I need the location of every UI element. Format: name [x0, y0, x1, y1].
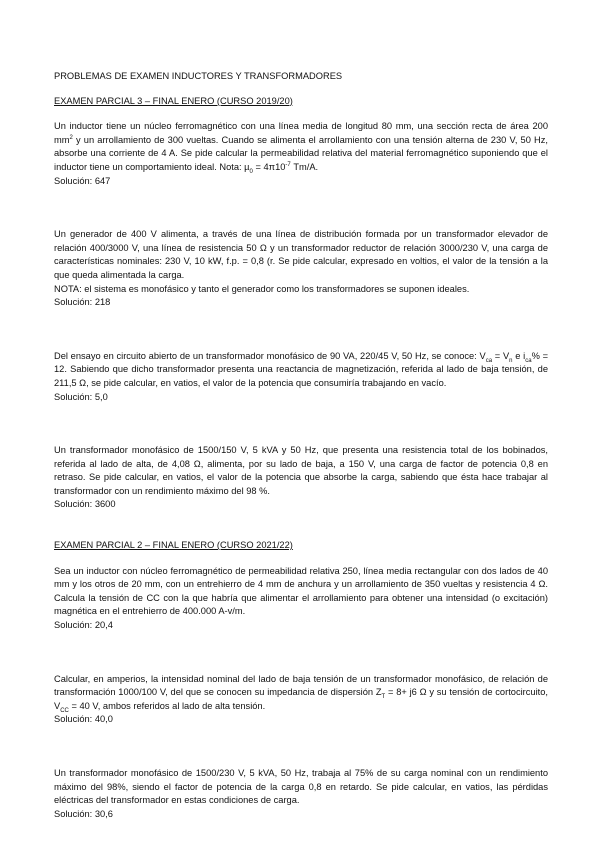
- problem-5: [54, 565, 548, 633]
- solution-text: Solución: 218: [54, 297, 111, 308]
- solution-text: Solución: 5,0: [54, 391, 108, 402]
- solution-text: Solución: 40,0: [54, 714, 113, 725]
- problem-3: [54, 350, 548, 404]
- document-page: [54, 70, 548, 821]
- solution-text: Solución: 30,6: [54, 808, 113, 819]
- section-heading-2: EXAMEN PARCIAL 2 – FINAL ENERO (CURSO 2021/22): [54, 540, 293, 551]
- solution-text: Solución: 20,4: [54, 620, 113, 631]
- problem-text: Calcular, en amperios, la intensidad nominal del lado de baja tensión de un transformador monofásico, de relación de transformación 1000/100 V, del que se conocen su impedancia de dispersión $Z_T = 8+ j6$ Ω y su tensión de cortocircuito, $V_{CC} = 40$ V, ambos referidos al lado de alta tensión.: [54, 673, 548, 714]
- problem-text: Un inductor tiene un núcleo ferromagnético con una línea media de longitud 80 mm, una sección recta de área 200 $mm^2$ y un arrollamiento de 300 vueltas. Cuando se alimenta el arrollamiento con una tensión alterna de 230 V, 50 Hz, absorbe una corriente de 4 A. Se pide calcular la permeabilidad relativa del material ferromagnético suponiendo que el inductor tiene un comportamiento ideal. Nota: $\mu_0 = 4\pi 10^{-7}$ Tm/A.: [54, 121, 548, 175]
- problem-text: Sea un inductor con núcleo ferromagnético de permeabilidad relativa 250, línea media rectangular con dos lados de 40 mm y los otros de 20 mm, con un entrehierro de 4 mm de anchura y un arrollamiento de 350 vueltas y resistencia 4 Ω. Calcula la tensión de CC con la que habría que alimentar el arrollamiento para obtener una intensidad (o excitación) magnética en el entrehierro de 400.000 A-v/m.: [54, 565, 548, 617]
- solution-text: Solución: 647: [54, 175, 111, 186]
- problem-text: Un transformador monofásico de 1500/150 V, 5 kVA y 50 Hz, que presenta una resistencia total de los bobinados, referida al lado de alta, de 4,08 Ω, alimenta, por su lado de baja, a 150 V, una carga de factor de potencia 0,8 en retraso. Se pide calcular, en vatios, el valor de la potencia que absorbe la carga, sabiendo que ésta hace trabajar al transformador con un rendimiento máximo del 98 %.: [54, 445, 548, 496]
- problem-7: [54, 767, 548, 821]
- problem-text: Un transformador monofásico de 1500/230 V, 5 kVA, 50 Hz, trabaja al 75% de su carga nominal con un rendimiento máximo del 98%, siendo el factor de potencia de la carga 0,8 en retardo. Se pide calcular, en vatios, las pérdidas eléctricas del transformador en estas condiciones de carga.: [54, 768, 548, 806]
- solution-text: Solución: 3600: [54, 499, 116, 510]
- document-title: PROBLEMAS DE EXAMEN INDUCTORES Y TRANSFORMADORES: [54, 71, 343, 81]
- section-heading-1: EXAMEN PARCIAL 3 – FINAL ENERO (CURSO 2019/20): [54, 95, 293, 106]
- problem-2: [54, 228, 548, 310]
- problem-1: [54, 120, 548, 188]
- problem-note: NOTA: el sistema es monofásico y tanto el generador como los transformadores se suponen ideales.: [54, 283, 470, 294]
- problem-4: [54, 444, 548, 512]
- problem-text: Del ensayo en circuito abierto de un transformador monofásico de 90 VA, 220/45 V, 50 Hz, se conoce: $V_{ca} = V_n$ e $i_{ca}\% = 12$. Sabiendo que dicho transformador presenta una reactancia de magnetización, referida al lado de baja tensión, de 211,5 Ω, se pide calcular, en vatios, el valor de la potencia que consumiría trabajando en vacío.: [54, 350, 549, 388]
- problem-text: Un generador de 400 V alimenta, a través de una línea de distribución formada por un transformador elevador de relación 400/3000 V, una línea de resistencia 50 Ω y un transformador reductor de relación 3000/230 V, una carga de características nominales: 230 V, 10 kW, f.p. = 0,8 (r. Se pide calcular, expresado en voltios, el valor de la tensión a la que queda alimentada la carga.: [54, 229, 548, 280]
- problem-6: [54, 673, 548, 727]
